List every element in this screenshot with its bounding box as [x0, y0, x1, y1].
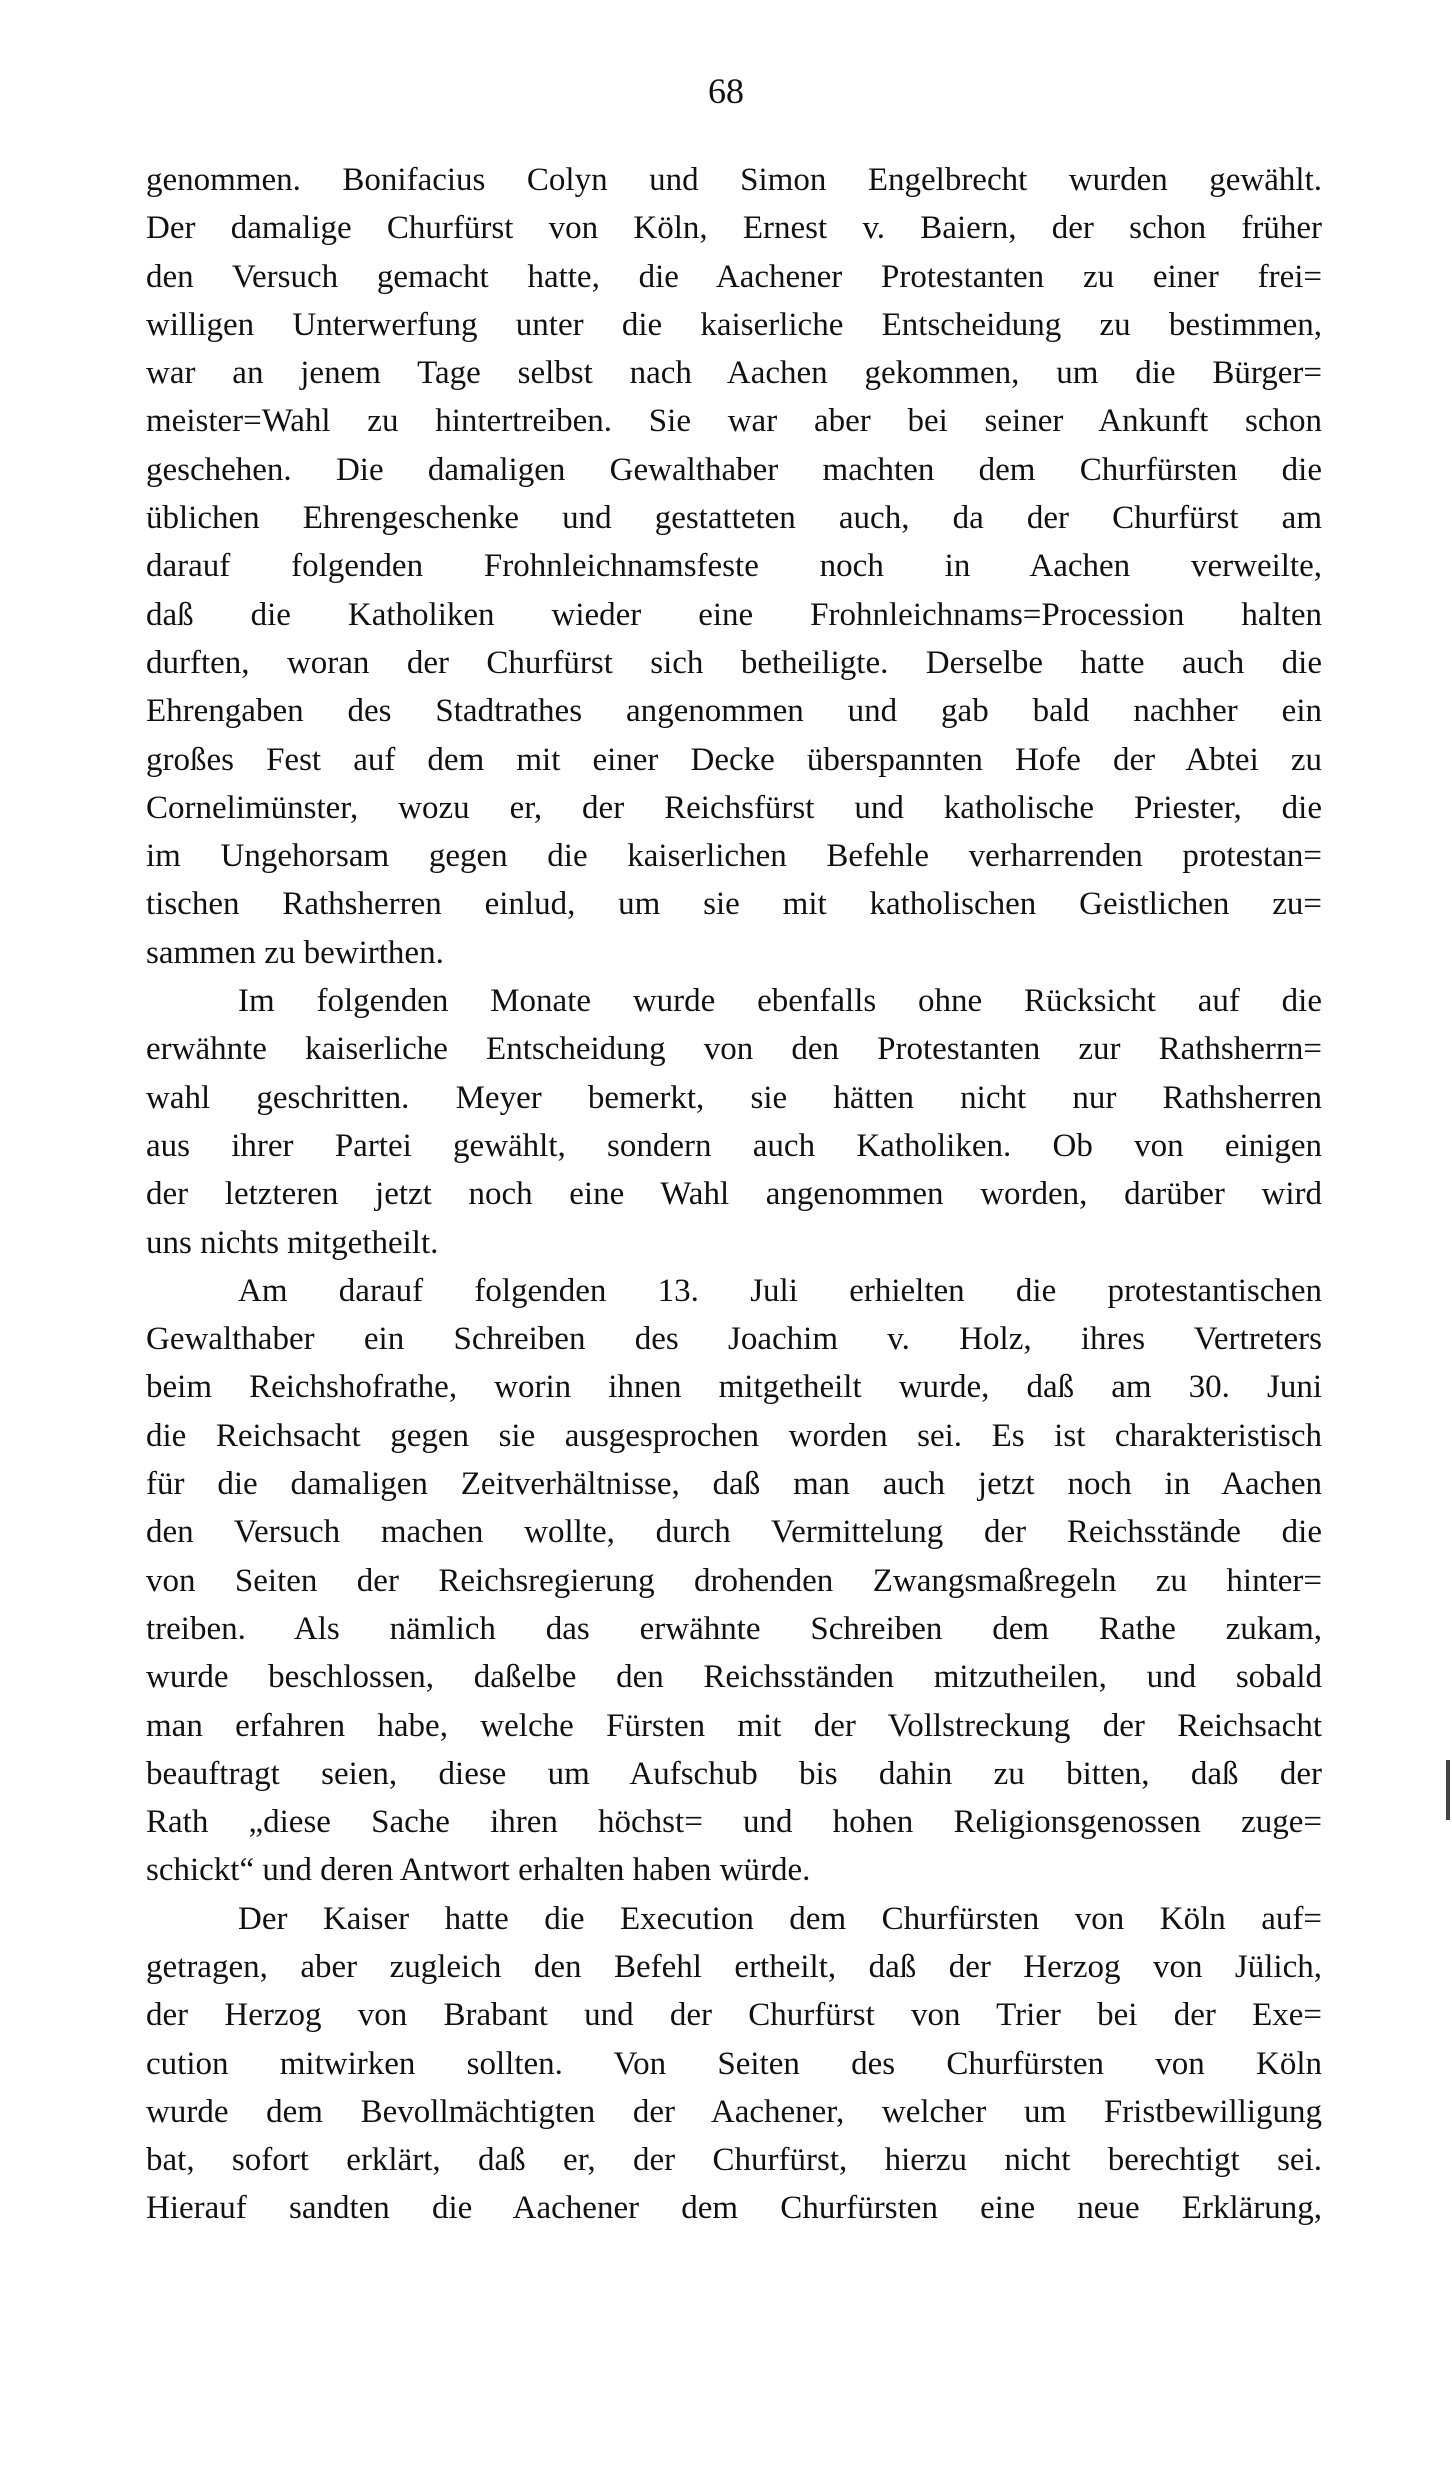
text-line: bat, sofort erklärt, daß er, der Churfürst, hierzu nicht berechtigt sei. [146, 2142, 1322, 2179]
text-line: Der damalige Churfürst von Köln, Ernest v. Baiern, der schon früher [146, 210, 1322, 247]
text-line: treiben. Als nämlich das erwähnte Schreiben dem Rathe zukam, [146, 1610, 1322, 1647]
text-line: großes Fest auf dem mit einer Decke überspannten Hofe der Abtei zu [146, 741, 1322, 778]
text-line: aus ihrer Partei gewählt, sondern auch Katholiken. Ob von einigen [146, 1127, 1322, 1164]
text-line: willigen Unterwerfung unter die kaiserliche Entscheidung zu bestimmen, [146, 306, 1322, 343]
text-line: war an jenem Tage selbst nach Aachen gekommen, um die Bürger= [146, 355, 1322, 392]
text-line: Ehrengaben des Stadtrathes angenommen und gab bald nachher ein [146, 693, 1322, 730]
text-line: die Reichsacht gegen sie ausgesprochen worden sei. Es ist charakteristisch [146, 1417, 1322, 1454]
text-line: genommen. Bonifacius Colyn und Simon Engelbrecht wurden gewählt. [146, 162, 1322, 198]
text-line: cution mitwirken sollten. Von Seiten des Churfürsten von Köln [146, 2045, 1322, 2082]
body-text [146, 156, 1322, 2233]
text-line: den Versuch machen wollte, durch Vermittelung der Reichsstände die [146, 1514, 1322, 1551]
text-line: wurde dem Bevollmächtigten der Aachener, welcher um Fristbewilligung [146, 2093, 1322, 2130]
text-line: Der Kaiser hatte die Execution dem Churfürsten von Köln auf= [238, 1900, 1322, 1937]
text-line: wahl geschritten. Meyer bemerkt, sie hätten nicht nur Rathsherren [146, 1079, 1322, 1116]
text-line: beim Reichshofrathe, worin ihnen mitgetheilt wurde, daß am 30. Juni [146, 1369, 1322, 1406]
text-line: Rath „diese Sache ihren höchst= und hohen Religionsgenossen zuge= [146, 1804, 1322, 1841]
text-line: von Seiten der Reichsregierung drohenden Zwangsmaßregeln zu hinter= [146, 1562, 1322, 1599]
text-line: den Versuch gemacht hatte, die Aachener Protestanten zu einer frei= [146, 258, 1322, 295]
text-line: uns nichts mitgetheilt. [146, 1224, 439, 1261]
text-line: schickt“ und deren Antwort erhalten haben würde. [146, 1852, 811, 1889]
text-line: der letzteren jetzt noch eine Wahl angenommen worden, darüber wird [146, 1176, 1322, 1213]
text-line: für die damaligen Zeitverhältnisse, daß man auch jetzt noch in Aachen [146, 1466, 1322, 1503]
text-line: üblichen Ehrengeschenke und gestatteten auch, da der Churfürst am [146, 500, 1322, 537]
text-line: darauf folgenden Frohnleichnamsfeste noch in Aachen verweilte, [146, 548, 1322, 585]
text-line: meister=Wahl zu hintertreiben. Sie war aber bei seiner Ankunft schon [146, 403, 1322, 440]
text-line: Im folgenden Monate wurde ebenfalls ohne Rücksicht auf die [238, 983, 1322, 1020]
text-line: Gewalthaber ein Schreiben des Joachim v. Holz, ihres Vertreters [146, 1321, 1322, 1358]
text-line: daß die Katholiken wieder eine Frohnleichnams=Procession halten [146, 596, 1322, 633]
text-line: geschehen. Die damaligen Gewalthaber machten dem Churfürsten die [146, 451, 1322, 488]
text-line: der Herzog von Brabant und der Churfürst von Trier bei der Exe= [146, 1997, 1322, 2034]
text-line: erwähnte kaiserliche Entscheidung von den Protestanten zur Rathsherrn= [146, 1031, 1322, 1068]
text-line: tischen Rathsherren einlud, um sie mit katholischen Geistlichen zu= [146, 886, 1322, 923]
scan-edge-mark [1446, 1760, 1450, 1820]
text-line: beauftragt seien, diese um Aufschub bis dahin zu bitten, daß der [146, 1755, 1322, 1792]
text-line: Cornelimünster, wozu er, der Reichsfürst und katholische Priester, die [146, 789, 1322, 826]
page-number: 68 [708, 71, 744, 111]
text-line: sammen zu bewirthen. [146, 934, 444, 971]
text-line: durften, woran der Churfürst sich betheiligte. Derselbe hatte auch die [146, 644, 1322, 681]
text-line: man erfahren habe, welche Fürsten mit der Vollstreckung der Reichsacht [146, 1707, 1322, 1744]
text-line: wurde beschlossen, daßelbe den Reichsständen mitzutheilen, und sobald [146, 1659, 1322, 1696]
text-line: Am darauf folgenden 13. Juli erhielten die protestantischen [238, 1272, 1322, 1309]
text-line: Hierauf sandten die Aachener dem Churfürsten eine neue Erklärung, [146, 2190, 1322, 2227]
text-line: im Ungehorsam gegen die kaiserlichen Befehle verharrenden protestan= [146, 838, 1322, 875]
text-line: getragen, aber zugleich den Befehl ertheilt, daß der Herzog von Jülich, [146, 1948, 1322, 1985]
